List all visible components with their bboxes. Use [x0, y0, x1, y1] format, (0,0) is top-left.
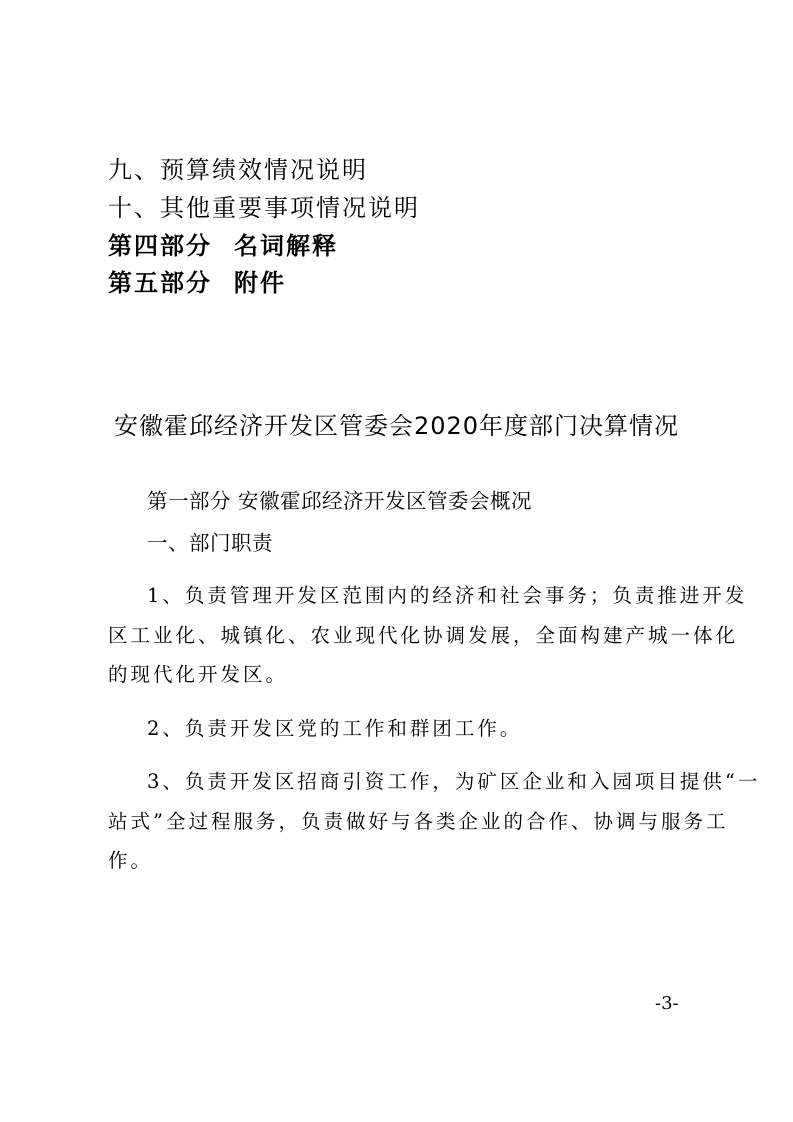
duty-3-line-2: 站式”全过程服务，负责做好与各类企业的合作、协调与服务工	[108, 810, 729, 833]
duty-3-line-1: 3、负责开发区招商引资工作，为矿区企业和入园项目提供“一	[147, 770, 761, 793]
duty-3-line-3: 作。	[108, 849, 154, 872]
toc-part-5-title: 附件	[234, 269, 286, 297]
duty-2-line-1: 2、负责开发区党的工作和群团工作。	[147, 717, 523, 740]
toc-part-5-label: 第五部分	[108, 269, 212, 297]
duty-1-line-3: 的现代化开发区。	[108, 663, 289, 686]
toc-part-4-label: 第四部分	[108, 232, 212, 260]
toc-part-4	[108, 226, 338, 261]
page-number: -3-	[655, 993, 679, 1014]
section-1-heading: 一、部门职责	[147, 531, 273, 555]
toc-part-5	[108, 263, 286, 298]
toc-part-4-title: 名词解释	[234, 232, 338, 260]
toc-item-9: 九、预算绩效情况说明	[108, 156, 368, 184]
part-1-heading: 第一部分 安徽霍邱经济开发区管委会概况	[147, 489, 533, 513]
toc-item-10: 十、其他重要事项情况说明	[108, 194, 420, 222]
duty-1-line-2: 区工业化、城镇化、农业现代化协调发展，全面构建产城一体化	[108, 624, 739, 647]
document-title: 安徽霍邱经济开发区管委会2020年度部门决算情况	[113, 412, 680, 440]
duty-1-line-1: 1、负责管理开发区范围内的经济和社会事务；负责推进开发	[147, 584, 748, 607]
